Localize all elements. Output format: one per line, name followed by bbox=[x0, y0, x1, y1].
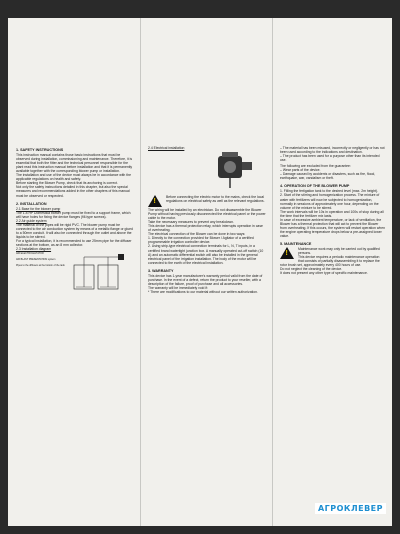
warranty-item: The following are excluded from the guarantee: bbox=[280, 164, 351, 169]
warranty-paragraph: * There are modifications to our material without our written authorization. bbox=[148, 289, 258, 294]
safety-paragraph: This instruction manual contains those basic instructions that must be observed during installation, commissioning and maintenance. Therefore, it is essential that both the fitter and the technical personnel responsible for the plant read this instruction manual before installation and that it is permanently available together with the corresponding blower pump or installation. bbox=[16, 153, 133, 174]
warning-icon: ! bbox=[280, 247, 294, 259]
warranty-paragraph: The warranty will be immediately void if: bbox=[148, 285, 208, 290]
maintenance-heading: 5. MAINTENANCE bbox=[280, 241, 312, 246]
operation-heading: 4. OPERATION OF THE BLOWER PUMP bbox=[280, 184, 350, 189]
electrical-paragraph: This device has a thermal protection relay, which interrupts operation in case of overheating. bbox=[148, 224, 263, 233]
safety-paragraph: The installation and use of the device must always be in accordance with the applicable regulations on health and safety. bbox=[16, 173, 131, 182]
diagram-note: Pipes to the diffusers at the bottom of the tank bbox=[16, 263, 65, 267]
operation-paragraph: 1. Filling the fertigation tank to the desired level (max. 2m height). bbox=[280, 189, 379, 194]
maintenance-paragraph: This device requires a periodic maintenance operation that consists of partially disassembling it to replace the rotor brush set, approximately every 400 hours of use. bbox=[280, 255, 380, 268]
safety-paragraph: Before starting the Blower Pump, check that its anchoring is correct. bbox=[16, 181, 118, 186]
diagram-label: AIR ELECTROAGITATOR bbox=[16, 252, 44, 256]
watermark-logo: АГРОКЛЕВЕР bbox=[315, 503, 386, 514]
operation-paragraph: 2. Start of the stirring and homogenization process. The mixture of water with fertilizers will now be subjected to homogenization, normally in sessions of approximately one hour, depending on the volume of the mixture to be stirred. bbox=[280, 193, 380, 210]
warranty-item: – Damage caused by accidents or disasters, such as fire, flood, earthquake, war, vandalism or theft. bbox=[280, 172, 376, 181]
warranty-heading: 3. WARRANTY bbox=[148, 268, 174, 273]
warning-icon: ! bbox=[148, 195, 162, 207]
electrical-paragraph: 1. Directly to the connection provided for Blower / Agitator of a certified programmable irrigation controller device. bbox=[148, 236, 254, 245]
installation-diagram bbox=[16, 253, 126, 293]
electrical-paragraph: 2. Using strip-type electrical connection terminals for L, N, T inputs, in a certified brand watertight junction box. A manually operated cut-off switch (10 A) and an automatic differential switch will also be installed in the general electrical panel of the irrigation installation. The body of the motor will be connected to the earth of the electrical installation. bbox=[148, 244, 264, 265]
manual-sheet bbox=[8, 18, 392, 526]
subsection-title: 2.2 Air guide system bbox=[16, 218, 47, 223]
warranty-item: – The product has been used for a purpose other than its intended use. bbox=[280, 154, 380, 163]
warranty-paragraph: This device has 1-year manufacturer's warranty period valid from the date of purchase. In the event of a defect, return the product to your reseller, with a description of the failure, proof of purchase and all accessories. bbox=[148, 273, 263, 286]
operation-paragraph: In case of excessive ambient temperature, or lack of ventilation, the Blower has a thermal protection that will act to prevent the Blower from overheating. If this occurs, the system will restart operation when the engine operating temperature drops below a pre-assigned lower value. bbox=[280, 217, 385, 238]
subsection-title: 2.3 Installation diagram bbox=[16, 247, 52, 252]
installation-paragraph: The 1.8 HP Domestica blower pump must be fixed to a support frame, which will have holes for fixing the device flanges (fill-type screws). bbox=[16, 210, 131, 219]
warranty-item: – Wear parts of the device. bbox=[280, 168, 321, 173]
maintenance-warning: Maintenance work may only be carried out by qualified persons. bbox=[298, 247, 380, 256]
electrical-paragraph: Take the necessary measures to prevent any breakdown. bbox=[148, 220, 234, 225]
operation-paragraph: The work intervals will be 10s in operation and 100s of stop during all the time that the fertilizer mix lasts. bbox=[280, 209, 384, 218]
electrical-paragraph: The electrical connection of the Blower can be done in two ways: bbox=[148, 232, 246, 237]
subsection-title: 2.1 Base for the blower pump bbox=[16, 206, 61, 211]
installation-heading: 2. INSTALLATION bbox=[16, 201, 47, 206]
safety-heading: 1. SAFETY INSTRUCTIONS bbox=[16, 148, 64, 152]
blower-motor-icon bbox=[212, 152, 254, 190]
diagram-label: AIR BLAST PRESENTATION system bbox=[16, 258, 56, 262]
installation-paragraph: For a typical installation, it is recommended to use 25mm pipe for the diffuser sections at the bottom, as an 8 mm collector. bbox=[16, 238, 132, 248]
installation-paragraph: The material of the pipes will be rigid PVC. The blower pump must be connected to the air conduction system by means of a metallic flange or glued to a 50mm conduit. It will also be connected through the outlet and above the liquids to be stirred. bbox=[16, 222, 133, 239]
column-middle bbox=[140, 18, 273, 526]
column-right bbox=[272, 18, 392, 526]
maintenance-paragraph: Do not neglect the cleaning of the device. bbox=[280, 267, 343, 272]
maintenance-paragraph: It does not present any other type of specific maintenance. bbox=[280, 271, 368, 276]
column-left bbox=[8, 18, 141, 526]
electrical-figure bbox=[148, 152, 258, 192]
electrical-paragraph: The wiring will be installed by an electrician. Do not disassemble the Blower Pump without having previously disconnected the electrical panel or the power cable to the motor. bbox=[148, 208, 266, 221]
warranty-item: – The material has been misused, incorrectly or negligently or has not been used according to the indications and destination. bbox=[280, 146, 385, 155]
electrical-warning: Before connecting the electric motor to the mains, check the local regulations on electrical safety as well as the relevant regulations. bbox=[166, 195, 265, 204]
safety-paragraph: Not only the safety instructions detailed in this chapter, but also the special measures and recommendations added in the other chapters of this manual must be observed or respected. bbox=[16, 185, 130, 198]
subsection-title: 2.4 Electrical installation bbox=[148, 146, 185, 150]
